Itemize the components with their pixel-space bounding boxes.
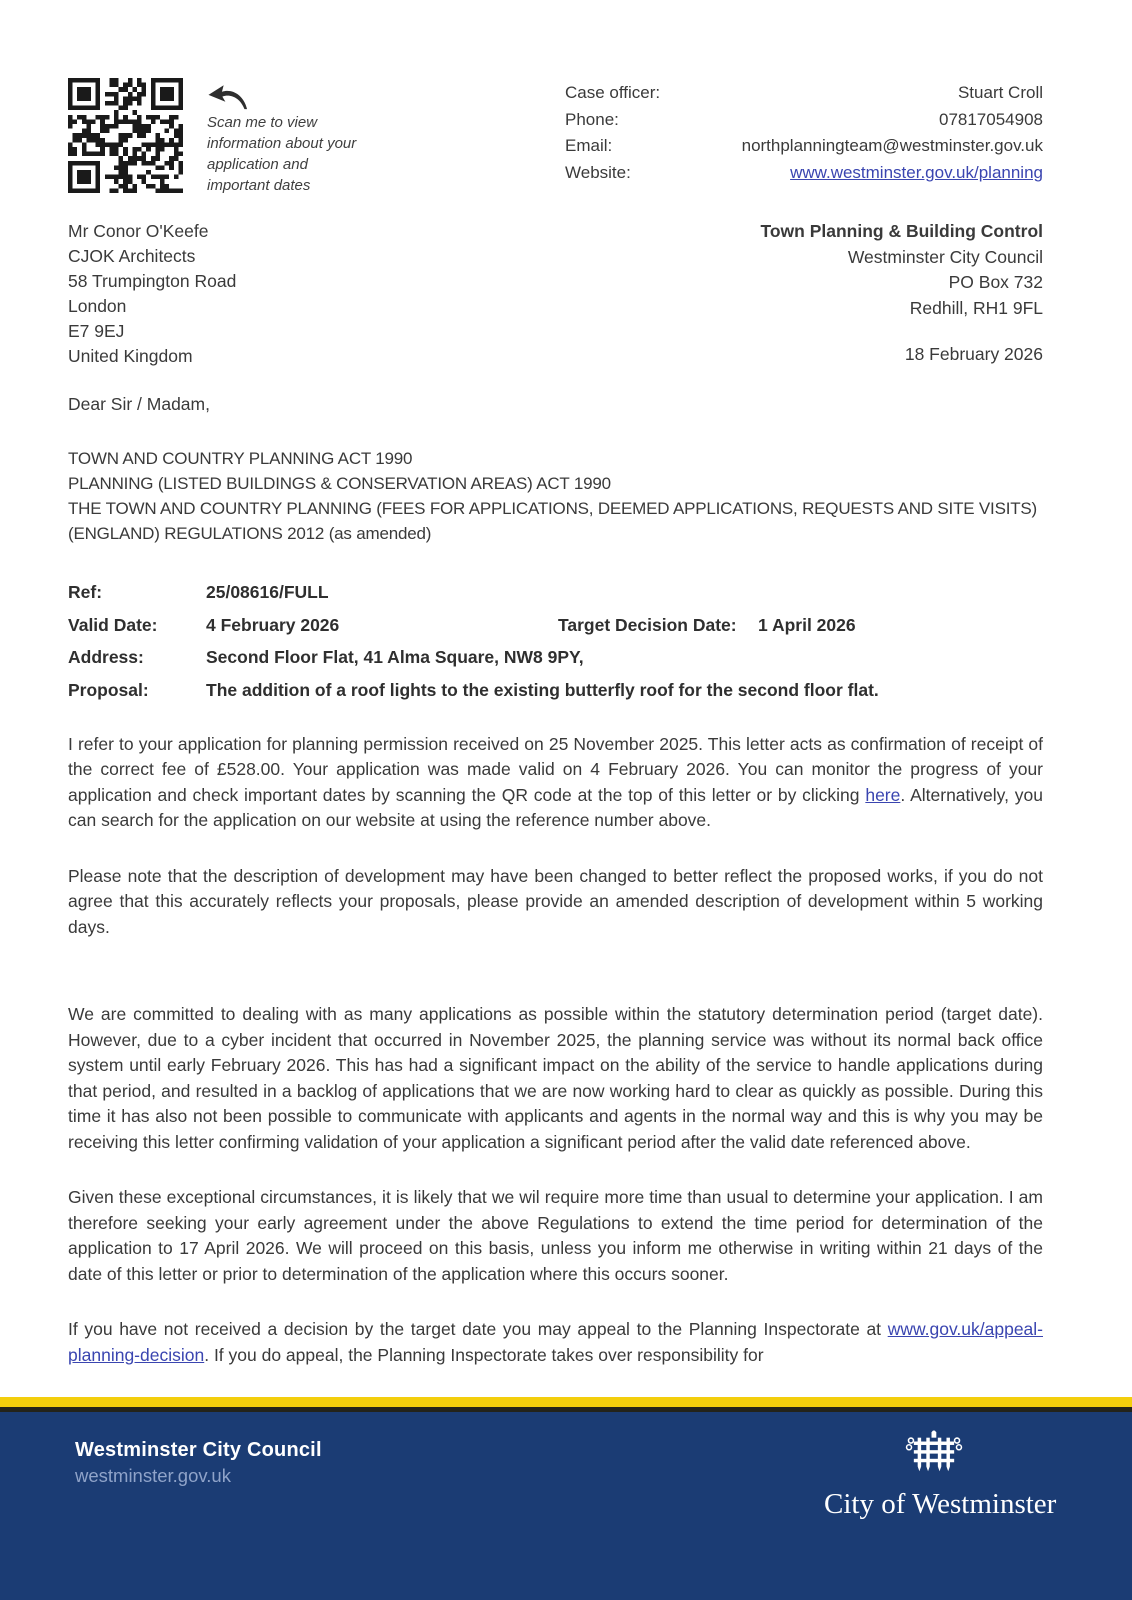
site-address-label: Address: [68, 647, 144, 667]
footer-brand-block [824, 1430, 1057, 1521]
address-row [68, 219, 1043, 369]
act-line: TOWN AND COUNTRY PLANNING ACT 1990 [68, 449, 413, 468]
westminster-crest-icon [903, 1430, 965, 1478]
sender-council: Westminster City Council [847, 246, 1043, 267]
appeal-link[interactable]: www.gov.uk/appeal-planning-decision [68, 1319, 1043, 1365]
paragraph-receipt-text-after: . Alternatively, you can search for the application on our website at using the reference number above. [68, 784, 1044, 830]
valid-date-label: Valid Date: [68, 614, 158, 635]
letter-header [68, 78, 1043, 196]
detail-row-ref [68, 580, 1043, 604]
qr-block [68, 78, 367, 196]
sender-pobox: PO Box 732 [948, 272, 1043, 292]
here-link[interactable]: here [865, 784, 901, 805]
sender-address [760, 219, 1043, 369]
paragraph-appeal-text-after: . If you do appeal, the Planning Inspectorate takes over responsibility for [204, 1344, 764, 1365]
footer-org-name: Westminster City Council [75, 1439, 322, 1461]
sender-department: Town Planning & Building Control [760, 221, 1043, 241]
recipient-city: London [68, 296, 127, 316]
act-line: PLANNING (LISTED BUILDINGS & CONSERVATION AREAS) ACT 1990 [68, 474, 611, 493]
contact-block [565, 80, 1043, 186]
recipient-country: United Kingdom [68, 346, 193, 366]
application-details [68, 580, 1043, 702]
target-decision-date-label: Target Decision Date: [558, 614, 737, 635]
acts-block [68, 446, 1043, 546]
phone-value: 07817054908 [938, 109, 1043, 129]
footer-org-block [75, 1438, 322, 1488]
act-line: THE TOWN AND COUNTRY PLANNING (FEES FOR APPLICATIONS, DEEMED APPLICATIONS, REQUESTS AND SITE VISITS) (ENGLAND) REGULATIONS 2012 (as amended) [68, 499, 1038, 543]
contact-row-phone [565, 107, 1043, 134]
email-value: northplanningteam@westminster.gov.uk [741, 136, 1043, 155]
case-officer-label: Case officer: [565, 83, 661, 102]
recipient-company: CJOK Architects [68, 246, 196, 266]
letter-date: 18 February 2026 [904, 344, 1043, 364]
footer-website: westminster.gov.uk [75, 1465, 231, 1486]
paragraph-receipt-text: I refer to your application for planning permission received on 25 November 2025. This letter acts as confirmation of receipt of the correct fee of £528.00. Your application was made valid on 4 February 2026. You can monitor the progress of your application and check important dates by scanning the QR code at the top of this letter or by clicking [68, 733, 1043, 805]
contact-row-email [565, 133, 1043, 160]
contact-row-case-officer [565, 80, 1043, 107]
ref-label: Ref: [68, 582, 103, 602]
paragraph-extension: Given these exceptional circumstances, it is likely that we wil require more time than usual to determine your application. I am therefore seeking your early agreement under the above Regulations to extend the time period for determination of the application to 17 April 2026. We will proceed on this basis, unless you inform me otherwise in writing within 21 days of the date of this letter or prior to determination of the application where this occurs sooner. [68, 1187, 1043, 1284]
detail-row-proposal [68, 678, 1043, 702]
salutation: Dear Sir / Madam, [68, 394, 210, 414]
recipient-address [68, 219, 236, 369]
paragraph-cyber-incident: We are committed to dealing with as many applications as possible within the statutory determination period (target date). However, due to a cyber incident that occurred in November 2025, the planning service was without its normal back office system until early February 2026. This has had a significant impact on the ability of the service to handle applications during that period, and resulted in a backlog of applications that we are now working hard to clear as quickly as possible. During this time it has also not been possible to communicate with applicants and agents in the normal way and this is why you may be receiving this letter confirming validation of your application a significant period after the valid date referenced above. [68, 1004, 1043, 1152]
detail-row-address [68, 645, 1043, 669]
case-officer-value: Stuart Croll [957, 83, 1043, 102]
footer-brand-name: City of Westminster [824, 1488, 1057, 1520]
site-address-value: Second Floor Flat, 41 Alma Square, NW8 9PY, [206, 647, 584, 667]
proposal-value: The addition of a roof lights to the existing butterfly roof for the second floor flat. [206, 679, 879, 700]
detail-row-dates [68, 613, 1043, 637]
email-label: Email: [565, 136, 613, 155]
proposal-label: Proposal: [68, 679, 149, 700]
website-label: Website: [565, 162, 631, 182]
curved-arrow-left-icon [207, 84, 249, 110]
paragraph-receipt [68, 732, 1043, 834]
footer-blue-band [0, 1412, 1132, 1600]
recipient-street: 58 Trumpington Road [68, 271, 237, 291]
paragraph-appeal-text: If you have not received a decision by the target date you may appeal to the Planning Inspectorate at [68, 1319, 888, 1339]
valid-date-value: 4 February 2026 [206, 614, 340, 635]
paragraph-appeal [68, 1317, 1043, 1368]
phone-label: Phone: [565, 109, 619, 129]
website-link[interactable]: www.westminster.gov.uk/planning [790, 162, 1043, 182]
target-decision-date-value: 1 April 2026 [758, 614, 856, 635]
paragraph-description-change: Please note that the description of development may have been changed to better reflect the proposed works, if you do not agree that this accurately reflects your proposals, please provide an amended description of development within 5 working days. [68, 865, 1043, 937]
page-footer [0, 1397, 1132, 1600]
footer-yellow-band [0, 1397, 1132, 1407]
sender-town: Redhill, RH1 9FL [909, 297, 1043, 318]
qr-code [68, 78, 183, 193]
recipient-postcode: E7 9EJ [68, 321, 125, 341]
qr-caption: Scan me to view information about your application and important dates [207, 114, 357, 194]
ref-value: 25/08616/FULL [206, 582, 329, 602]
contact-row-website [565, 160, 1043, 187]
recipient-name: Mr Conor O'Keefe [68, 221, 209, 241]
